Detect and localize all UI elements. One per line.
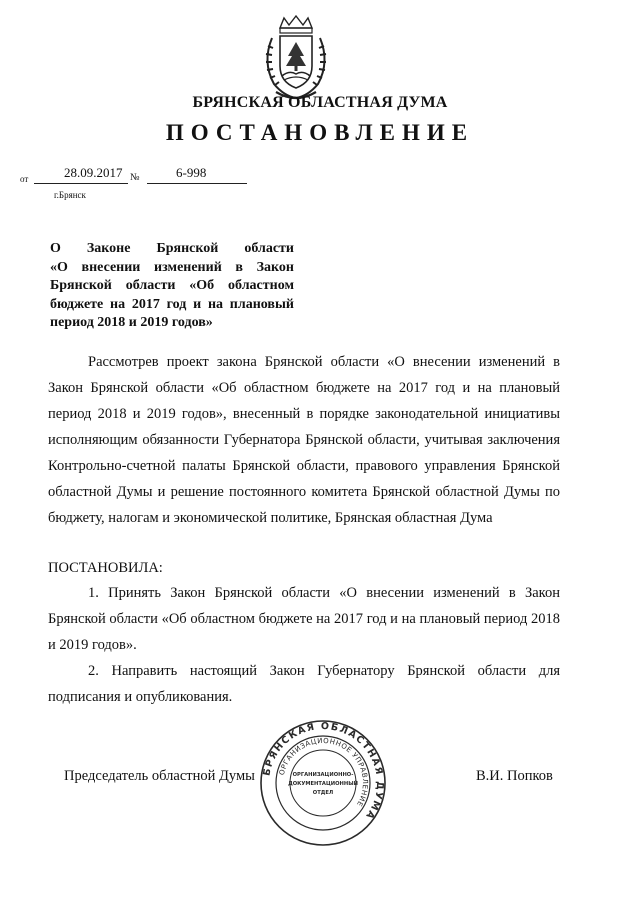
document-subject xyxy=(50,240,294,333)
stamp-center-line: ДОКУМЕНТАЦИОННЫЙ xyxy=(288,781,358,787)
number-label: № xyxy=(130,172,140,183)
subject-line: бюджете на 2017 год и на плановый xyxy=(50,296,294,312)
decided-heading: ПОСТАНОВИЛА: xyxy=(48,560,163,576)
stamp-center-line: ОТДЕЛ xyxy=(312,790,334,796)
document-date: 28.09.2017 xyxy=(64,165,123,180)
stamp-outer-text: БРЯНСКАЯ ОБЛАСТНАЯ ДУМА xyxy=(261,720,386,822)
preamble-paragraph: Рассмотрев проект закона Брянской области «О внесении изменений в Закон Брянской области «Об областном бюджете на 2017 год и на плановый период 2018 и 2019 годов», внесенный в порядке законодательной инициативы исполняющим обязанности Губернатора Брянской области, учитывая заключения Контрольно-счетной палаты Брянской области, правового управления Брянской областной Думы и решение постоянного комитета Брянской областной Думы по бюджету, налогам и экономической политике, Брянская областная Дума xyxy=(48,354,560,526)
stamp-ring-text: ОРГАНИЗАЦИОННОЕ УПРАВЛЕНИЕ xyxy=(277,736,370,809)
subject-line: «О внесении изменений в Закон xyxy=(50,259,294,275)
resolution-item-2: 2. Направить настоящий Закон Губернатору Брянской области для подписания и опубликования. xyxy=(48,663,560,705)
number-underline xyxy=(147,183,247,184)
subject-line: Брянской области «Об областном xyxy=(50,278,294,293)
organization-name: БРЯНСКАЯ ОБЛАСТНАЯ ДУМА xyxy=(192,94,448,111)
subject-line: О Законе Брянской области xyxy=(50,241,294,256)
document-number: 6-998 xyxy=(176,165,207,180)
date-underline xyxy=(34,183,128,184)
signatory-title: Председатель областной Думы xyxy=(64,768,255,784)
subject-line: период 2018 и 2019 годов» xyxy=(50,315,213,330)
stamp-center-line: ОРГАНИЗАЦИОННО- xyxy=(292,772,354,778)
official-stamp xyxy=(258,718,388,848)
city-label: г.Брянск xyxy=(54,190,86,200)
document-type-title: ПОСТАНОВЛЕНИЕ xyxy=(165,120,475,145)
signatory-name: В.И. Попков xyxy=(476,768,553,784)
coat-of-arms-emblem xyxy=(258,14,334,102)
date-prefix-label: от xyxy=(20,174,29,184)
resolution-item-1: 1. Принять Закон Брянской области «О внесении изменений в Закон Брянской области «Об областном бюджете на 2017 год и на плановый период 2018 и 2019 годов». xyxy=(48,585,560,653)
